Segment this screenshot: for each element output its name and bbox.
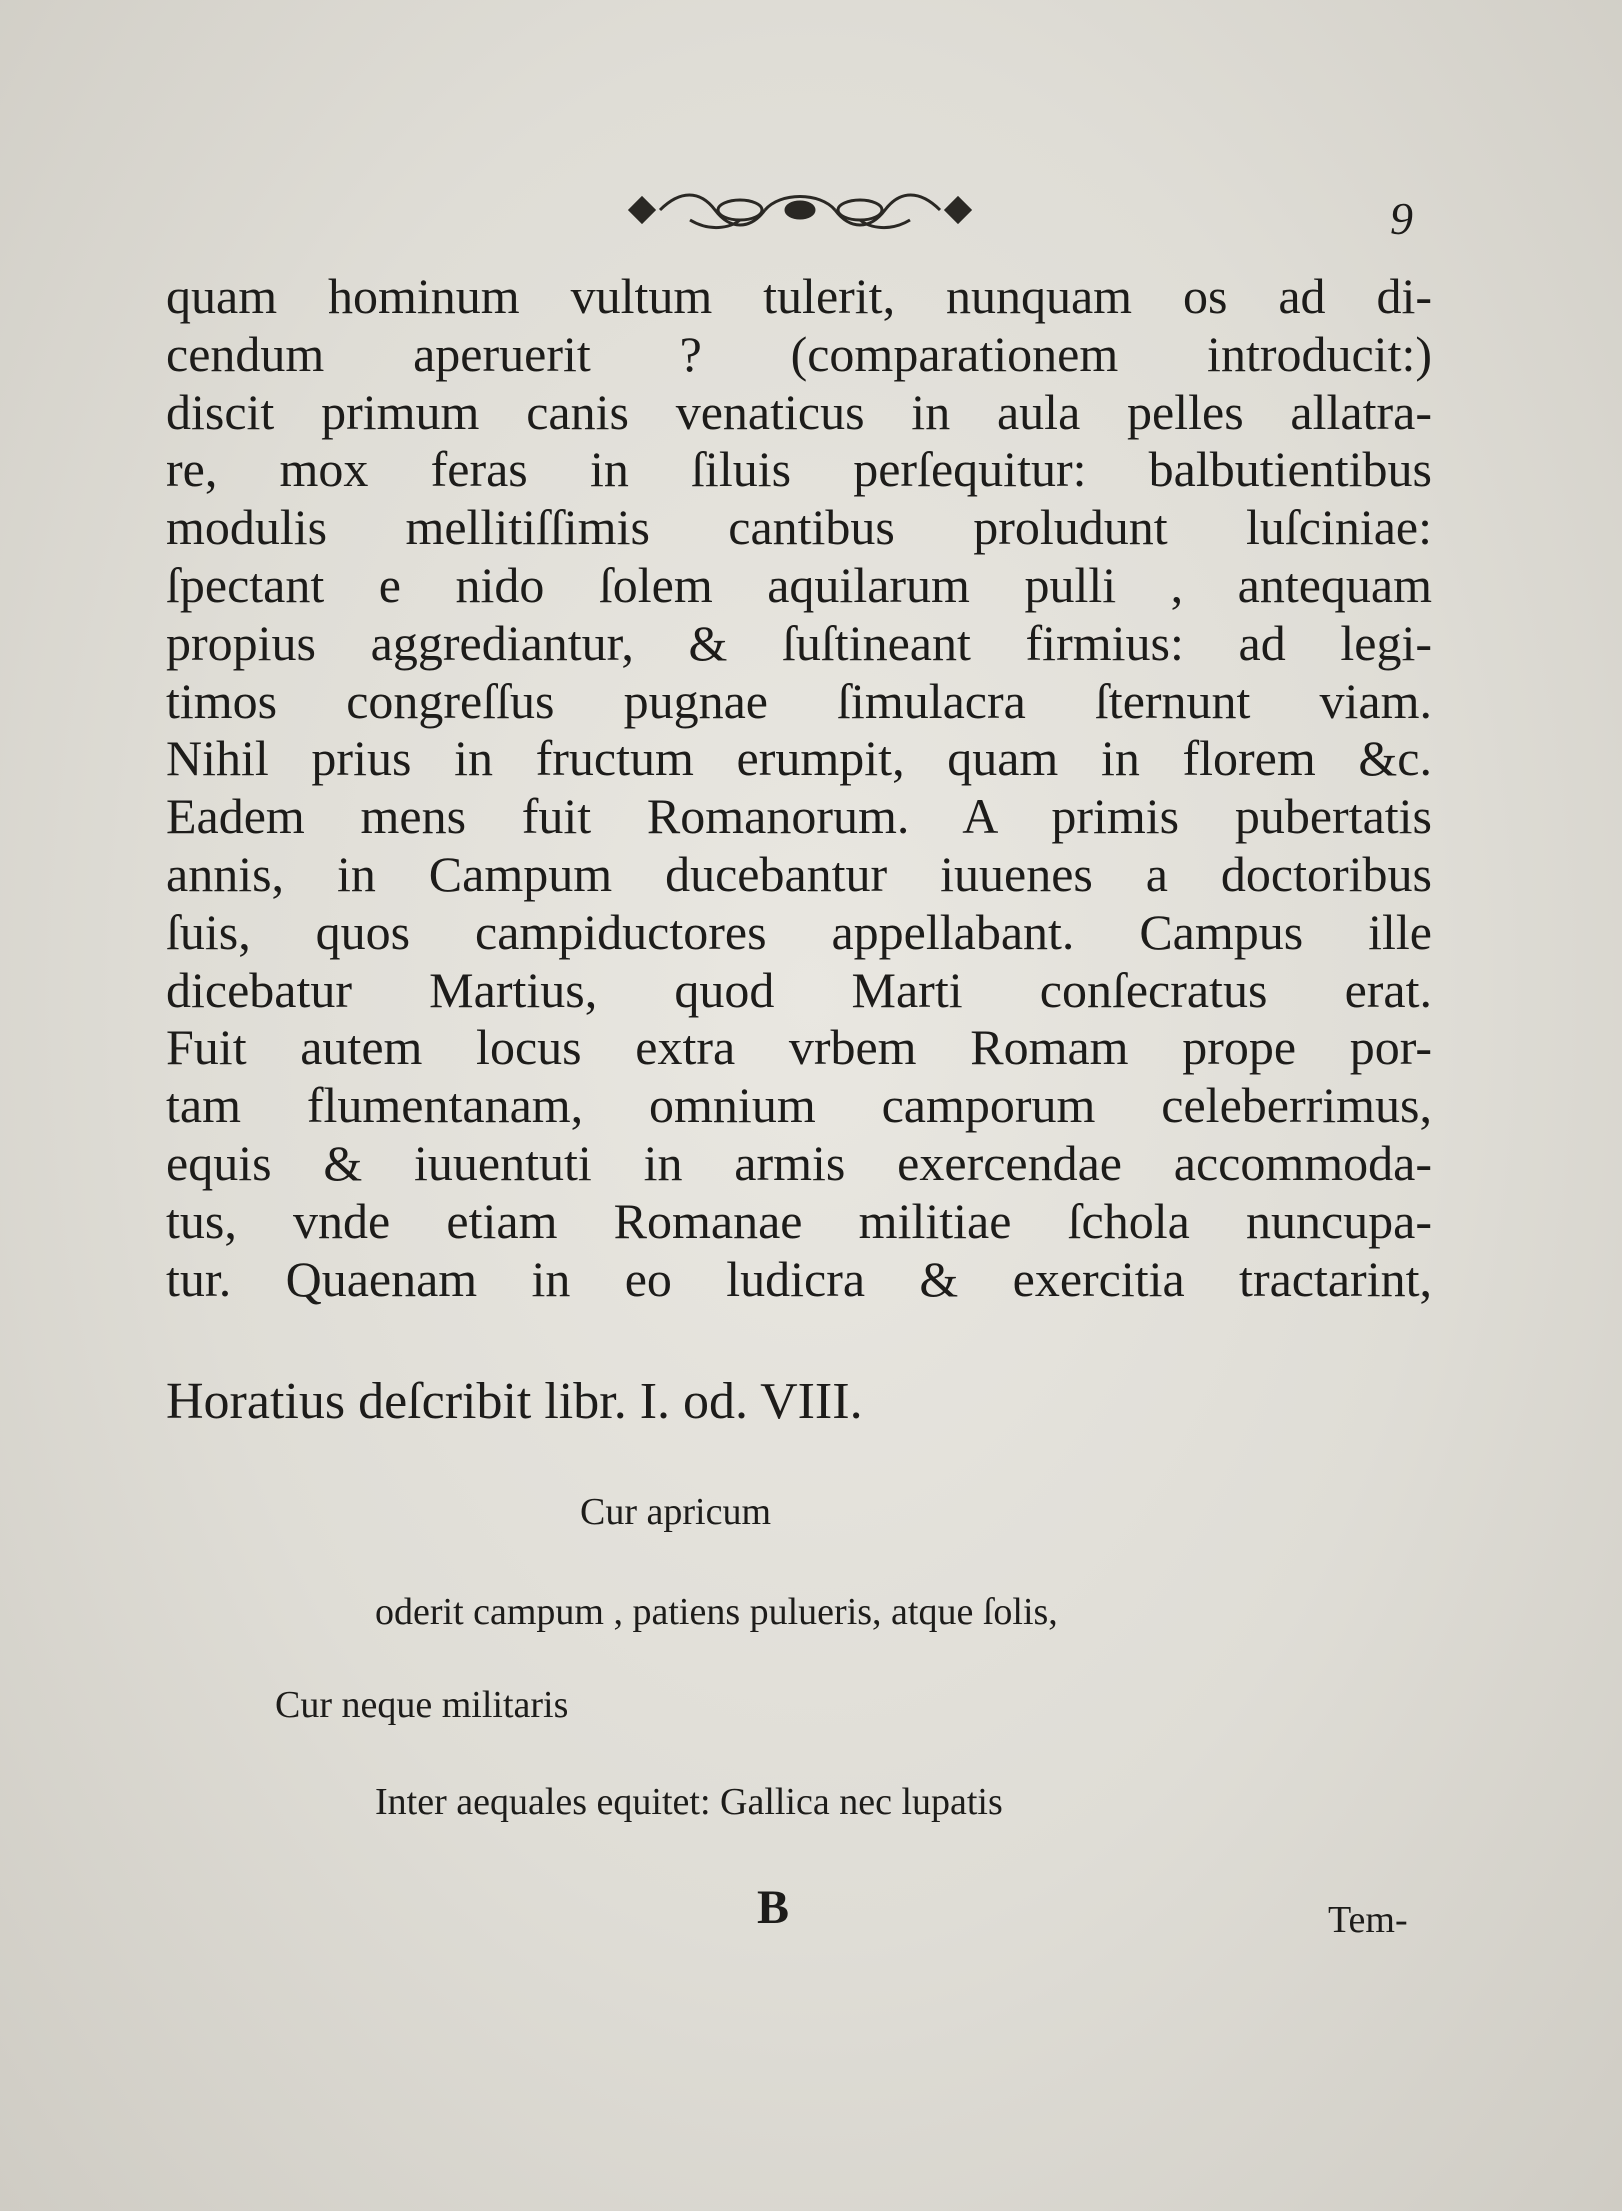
- text-line: tus, vnde etiam Romanae militiae ſchola nuncupa-: [166, 1192, 1432, 1249]
- text-line: Eadem mens fuit Romanorum. A primis pubertatis: [166, 788, 1432, 845]
- text-line: discit primum canis venaticus in aula pelles allatra-: [166, 383, 1432, 440]
- catchword: Tem-: [1328, 1899, 1408, 1941]
- text-line: modulis mellitiſſimis cantibus proludunt luſciniae:: [166, 499, 1432, 556]
- citation-line: Horatius deſcribit libr. I. od. VIII.: [166, 1373, 863, 1430]
- text-line: tur. Quaenam in eo ludicra & exercitia tractarint,: [166, 1250, 1432, 1307]
- text-line: tam flumentanam, omnium camporum celeberrimus,: [166, 1077, 1432, 1134]
- page-number: 9: [1390, 193, 1413, 244]
- verse-line: Inter aequales equitet: Gallica nec lupatis: [375, 1781, 1003, 1823]
- text-line: equis & iuuentuti in armis exercendae accommoda-: [166, 1134, 1432, 1191]
- text-line: ſpectant e nido ſolem aquilarum pulli , antequam: [166, 556, 1432, 613]
- text-line: cendum aperuerit ? (comparationem introducit:): [166, 325, 1432, 382]
- text-line: propius aggrediantur, & ſuſtineant firmius: ad legi-: [166, 614, 1432, 671]
- signature-mark: B: [757, 1881, 790, 1934]
- text-line: timos congreſſus pugnae ſimulacra ſternunt viam.: [166, 672, 1432, 729]
- verse-line: Cur neque militaris: [275, 1684, 569, 1726]
- text-line: Fuit autem locus extra vrbem Romam prope por-: [166, 1019, 1432, 1076]
- ornamental-rule-icon: [620, 180, 980, 240]
- verse-line: oderit campum , patiens pulueris, atque ſolis,: [375, 1591, 1058, 1633]
- verse-line: Cur apricum: [580, 1491, 772, 1533]
- text-line: quam hominum vultum tulerit, nunquam os ad di-: [166, 268, 1432, 324]
- text-line: dicebatur Martius, quod Marti conſecratus erat.: [166, 961, 1432, 1018]
- text-line: Nihil prius in fructum erumpit, quam in florem &c.: [166, 730, 1432, 787]
- text-line: annis, in Campum ducebantur iuuenes a doctoribus: [166, 845, 1432, 902]
- body-paragraph: [166, 268, 1432, 1308]
- text-line: ſuis, quos campiductores appellabant. Campus ille: [166, 903, 1432, 960]
- text-line: re, mox feras in ſiluis perſequitur: balbutientibus: [166, 441, 1432, 498]
